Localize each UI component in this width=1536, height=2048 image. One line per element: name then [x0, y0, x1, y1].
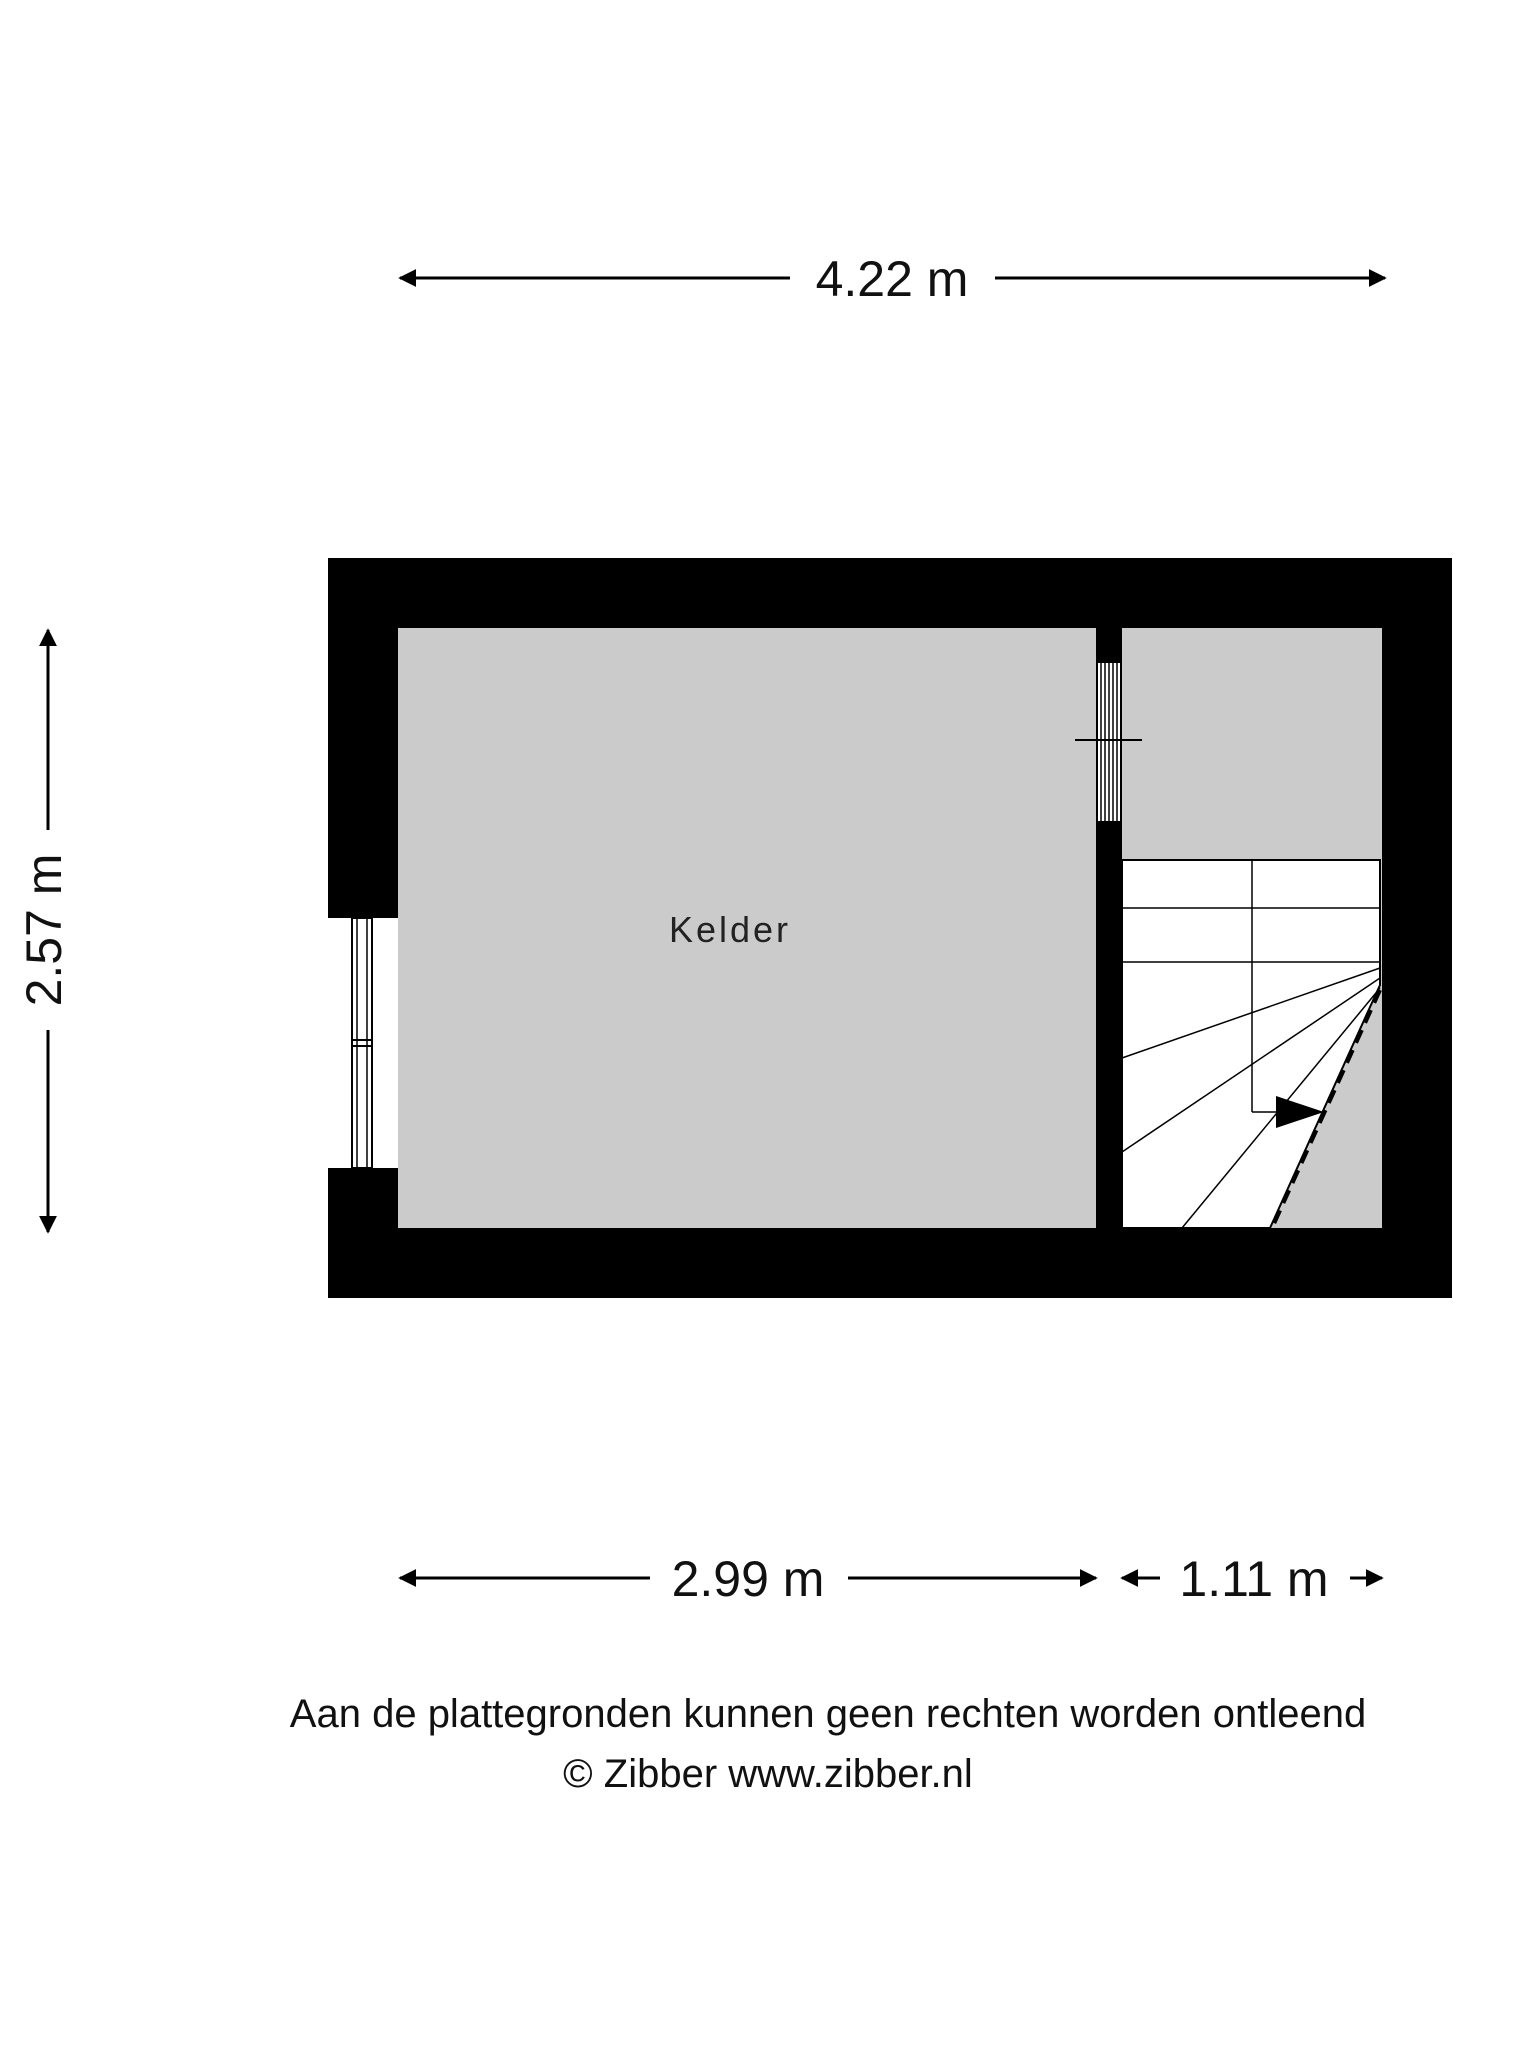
- dimension-left: [16, 630, 72, 1232]
- dimension-bottom-left: [400, 1551, 1096, 1607]
- disclaimer-text: Aan de plattegronden kunnen geen rechten worden ontleend: [289, 1692, 1367, 1736]
- dimension-bottom-right: [1122, 1551, 1382, 1607]
- left-window: [328, 918, 398, 1168]
- room-label-kelder: Kelder: [668, 909, 792, 950]
- dimension-top: [400, 251, 1385, 307]
- copyright-text: © Zibber www.zibber.nl: [563, 1752, 973, 1796]
- dimension-bottom-left-label: 2.99 m: [671, 1551, 825, 1607]
- dimension-bottom-right-label: 1.11 m: [1179, 1551, 1329, 1607]
- dimension-left-label: 2.57 m: [16, 853, 73, 1007]
- dimension-top-label: 4.22 m: [815, 251, 969, 307]
